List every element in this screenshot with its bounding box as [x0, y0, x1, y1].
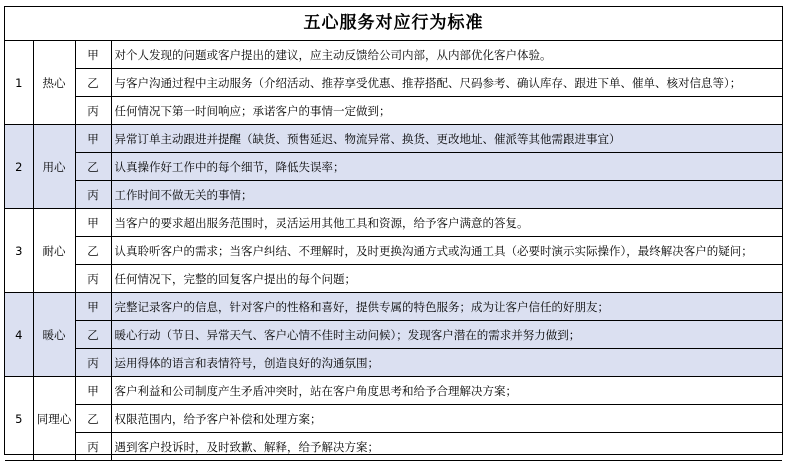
standards-sheet	[4, 6, 783, 455]
level-label: 丙	[75, 349, 111, 377]
table-row	[5, 153, 782, 181]
group-name: 用心	[33, 125, 75, 209]
group-number: 2	[5, 125, 33, 209]
table-row	[5, 265, 782, 293]
standard-text: 当客户的要求超出服务范围时，灵活运用其他工具和资源，给予客户满意的答复。	[111, 209, 782, 237]
group-name: 热心	[33, 41, 75, 125]
level-label: 甲	[75, 41, 111, 69]
group-number: 3	[5, 209, 33, 293]
group-name: 耐心	[33, 209, 75, 293]
level-label: 乙	[75, 405, 111, 433]
table-row	[5, 209, 782, 237]
standards-table	[5, 41, 782, 461]
standard-text: 运用得体的语言和表情符号，创造良好的沟通氛围；	[111, 349, 782, 377]
level-label: 乙	[75, 69, 111, 97]
group-number: 1	[5, 41, 33, 125]
level-label: 丙	[75, 265, 111, 293]
level-label: 甲	[75, 209, 111, 237]
level-label: 甲	[75, 125, 111, 153]
table-row	[5, 97, 782, 125]
table-row	[5, 69, 782, 97]
standard-text: 完整记录客户的信息，针对客户的性格和喜好，提供专属的特色服务；成为让客户信任的好朋友；	[111, 293, 782, 321]
standard-text: 认真操作好工作中的每个细节，降低失误率；	[111, 153, 782, 181]
standard-text: 对个人发现的问题或客户提出的建议，应主动反馈给公司内部，从内部优化客户体验。	[111, 41, 782, 69]
table-row	[5, 125, 782, 153]
standard-text: 异常订单主动跟进并提醒（缺货、预售延迟、物流异常、换货、更改地址、催派等其他需跟进事宜）	[111, 125, 782, 153]
group-name: 暖心	[33, 293, 75, 377]
table-row	[5, 293, 782, 321]
table-row	[5, 321, 782, 349]
table-row	[5, 349, 782, 377]
table-row	[5, 181, 782, 209]
level-label: 甲	[75, 293, 111, 321]
table-row	[5, 377, 782, 405]
group-name: 同理心	[33, 377, 75, 461]
level-label: 乙	[75, 237, 111, 265]
table-row	[5, 405, 782, 433]
standard-text: 工作时间不做无关的事情；	[111, 181, 782, 209]
standard-text: 认真聆听客户的需求；当客户纠结、不理解时，及时更换沟通方式或沟通工具（必要时演示实际操作），最终解决客户的疑问；	[111, 237, 782, 265]
level-label: 甲	[75, 377, 111, 405]
level-label: 丙	[75, 97, 111, 125]
standard-text: 客户利益和公司制度产生矛盾冲突时，站在客户角度思考和给予合理解决方案；	[111, 377, 782, 405]
sheet-title: 五心服务对应行为标准	[5, 7, 782, 41]
table-row	[5, 433, 782, 461]
table-row	[5, 41, 782, 69]
standard-text: 与客户沟通过程中主动服务（介绍活动、推荐享受优惠、推荐搭配、尺码参考、确认库存、跟进下单、催单、核对信息等）；	[111, 69, 782, 97]
group-number: 5	[5, 377, 33, 461]
level-label: 乙	[75, 321, 111, 349]
level-label: 丙	[75, 181, 111, 209]
group-number: 4	[5, 293, 33, 377]
table-row	[5, 237, 782, 265]
standard-text: 暖心行动（节日、异常天气、客户心情不佳时主动问候）；发现客户潜在的需求并努力做到；	[111, 321, 782, 349]
standard-text: 遇到客户投诉时，及时致歉、解释，给予解决方案；	[111, 433, 782, 461]
level-label: 乙	[75, 153, 111, 181]
level-label: 丙	[75, 433, 111, 461]
standard-text: 权限范围内，给予客户补偿和处理方案；	[111, 405, 782, 433]
standard-text: 任何情况下，完整的回复客户提出的每个问题；	[111, 265, 782, 293]
standard-text: 任何情况下第一时间响应；承诺客户的事情一定做到；	[111, 97, 782, 125]
